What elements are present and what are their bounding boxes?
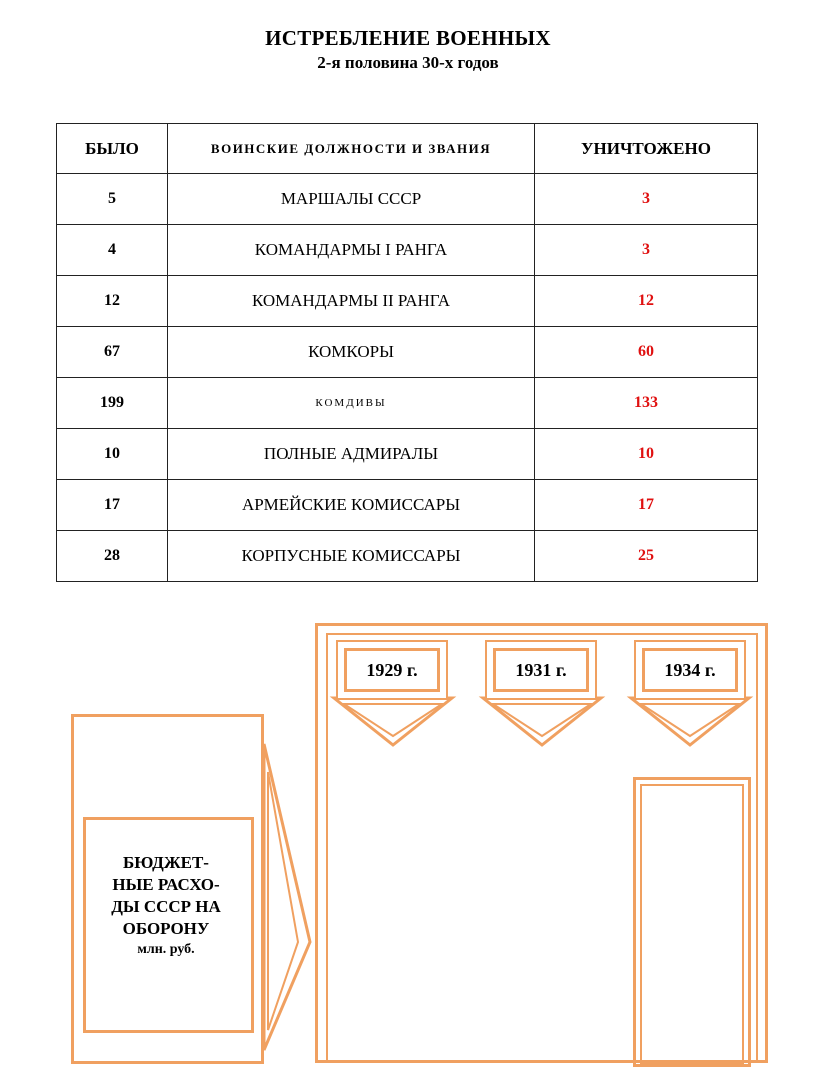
cell-rank: КОМАНДАРМЫ II РАНГА: [168, 276, 535, 327]
cell-destroyed: 17: [535, 480, 758, 531]
cell-destroyed: 3: [535, 174, 758, 225]
budget-unit: млн. руб.: [137, 942, 195, 957]
cell-rank: АРМЕЙСКИЕ КОМИССАРЫ: [168, 480, 535, 531]
year-box-1931: [485, 640, 597, 700]
cell-was: 67: [57, 327, 168, 378]
budget-label-line: НЫЕ РАСХО-: [112, 875, 220, 894]
year-label-1929: 1929 г.: [344, 648, 440, 692]
year-arrow-1929-inner: [344, 704, 442, 736]
year-arrow-1931-inner: [493, 704, 591, 736]
year-arrow-1934-inner: [641, 704, 739, 736]
header-destroyed: УНИЧТОЖЕНО: [535, 124, 758, 174]
cell-was: 28: [57, 531, 168, 582]
cell-was: 5: [57, 174, 168, 225]
cell-was: 199: [57, 378, 168, 429]
cell-rank: КОМДИВЫ: [168, 378, 535, 429]
cell-was: 10: [57, 429, 168, 480]
cell-rank: КОМАНДАРМЫ I РАНГА: [168, 225, 535, 276]
header-rank: ВОИНСКИЕ ДОЛЖНОСТИ И ЗВАНИЯ: [168, 124, 535, 174]
cell-rank: ПОЛНЫЕ АДМИРАЛЫ: [168, 429, 535, 480]
cell-destroyed: 25: [535, 531, 758, 582]
cell-destroyed: 133: [535, 378, 758, 429]
year-box-1934: [634, 640, 746, 700]
cell-rank: МАРШАЛЫ СССР: [168, 174, 535, 225]
budget-arrow-inner: [268, 772, 298, 1030]
cell-rank: КОМКОРЫ: [168, 327, 535, 378]
cell-was: 12: [57, 276, 168, 327]
budget-label: [86, 852, 246, 960]
cell-destroyed: 3: [535, 225, 758, 276]
year-arrow-1931: [483, 698, 601, 745]
year-label-1931: 1931 г.: [493, 648, 589, 692]
year-arrow-1929: [334, 698, 452, 745]
budget-label-line: БЮДЖЕТ-: [123, 853, 209, 872]
year-box-1929: [336, 640, 448, 700]
page-title: ИСТРЕБЛЕНИЕ ВОЕННЫХ: [265, 26, 551, 50]
cell-destroyed: 10: [535, 429, 758, 480]
cell-was: 17: [57, 480, 168, 531]
budget-label-line: ОБОРОНУ: [122, 919, 210, 938]
cell-destroyed: 12: [535, 276, 758, 327]
year-label-1934: 1934 г.: [642, 648, 738, 692]
header-was: БЫЛО: [57, 124, 168, 174]
year-arrow-1934: [631, 698, 749, 745]
cell-destroyed: 60: [535, 327, 758, 378]
page-subtitle: 2-я половина 30-х годов: [317, 53, 499, 72]
budget-label-line: ДЫ СССР НА: [111, 897, 221, 916]
cell-was: 4: [57, 225, 168, 276]
cell-rank: КОРПУСНЫЕ КОМИССАРЫ: [168, 531, 535, 582]
